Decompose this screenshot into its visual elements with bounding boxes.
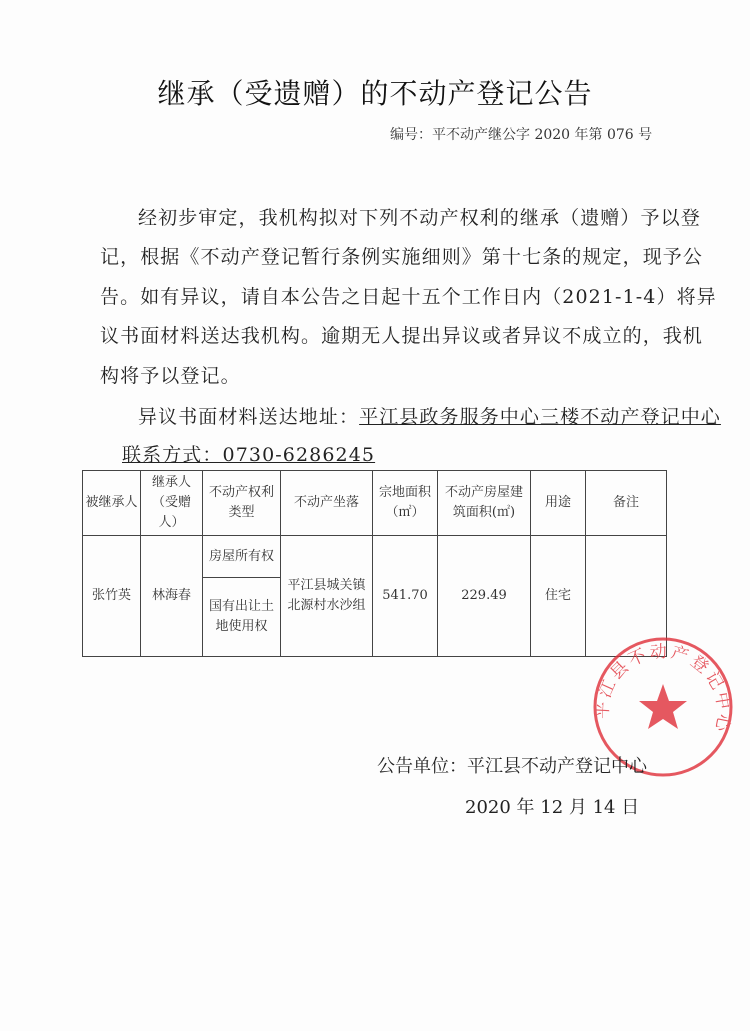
body-line: 记，根据《不动产登记暂行条例实施细则》第十七条的规定，现予公	[100, 246, 704, 268]
address-label: 异议书面材料送达地址：	[138, 406, 360, 428]
header-cell: 不动产权利类型	[203, 471, 281, 536]
star-icon	[639, 684, 687, 729]
header-cell: 继承人（受赠人）	[141, 471, 203, 536]
body-line: 构将予以登记。	[100, 365, 241, 387]
heir-cell: 林海春	[141, 536, 203, 657]
header-cell: 宗地面积（㎡）	[373, 471, 438, 536]
property-table	[82, 470, 667, 657]
seal-text: 平江县不动产登记中心	[592, 641, 734, 736]
header-cell: 备注	[586, 471, 667, 536]
table-row	[83, 536, 667, 578]
address-line	[138, 402, 721, 429]
address: 平江县政务服务中心三楼不动产登记中心	[359, 406, 721, 428]
issuer: 公告单位：平江县不动产登记中心	[377, 756, 647, 777]
date: 2020 年 12 月 14 日	[465, 797, 640, 818]
header-cell: 用途	[531, 471, 586, 536]
body-line: 经初步审定，我机构拟对下列不动产权利的继承（遗赠）予以登	[138, 207, 701, 229]
table-header-row	[83, 471, 667, 536]
header-cell: 不动产房屋建筑面积(㎡)	[438, 471, 531, 536]
document-number: 编号：平不动产继公字 2020 年第 076 号	[390, 127, 653, 143]
location-cell: 平江县城关镇北源村水沙组	[281, 536, 373, 657]
header-cell: 不动产坐落	[281, 471, 373, 536]
contact: 联系方式：0730-6286245	[122, 444, 376, 466]
right-type-cell: 国有出让土地使用权	[203, 578, 281, 657]
header-cell: 被继承人	[83, 471, 141, 536]
building-area-cell: 229.49	[438, 536, 531, 657]
usage-cell: 住宅	[531, 536, 586, 657]
page-title: 继承（受遗赠）的不动产登记公告	[157, 77, 593, 110]
body-line: 议书面材料送达我机构。逾期无人提出异议或者异议不成立的，我机	[100, 325, 704, 347]
right-type-cell: 房屋所有权	[203, 536, 281, 578]
decedent-cell: 张竹英	[83, 536, 141, 657]
body-line: 告。如有异议，请自本公告之日起十五个工作日内（2021-1-4）将异	[100, 286, 717, 308]
land-area-cell: 541.70	[373, 536, 438, 657]
